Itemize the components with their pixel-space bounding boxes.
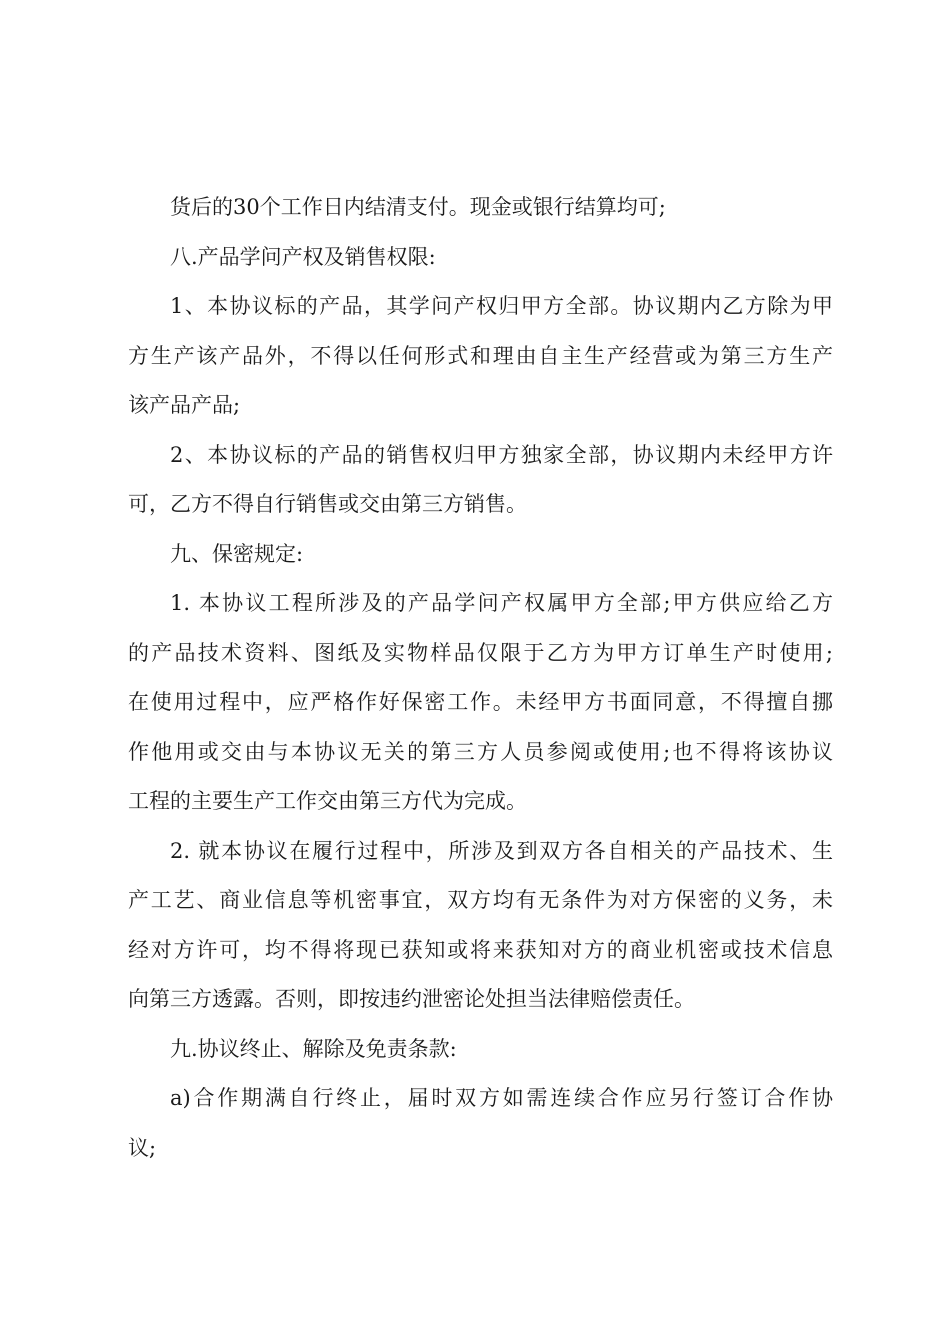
text-line: 该产品产品;	[128, 393, 241, 417]
text-line: 方生产该产品外，不得以任何形式和理由自主生产经营或为第三方生产	[128, 344, 833, 368]
text-line: 2. 就本协议在履行过程中，所涉及到双方各自相关的产品技术、生	[170, 839, 833, 863]
text-line: 货后的30个工作日内结清支付。现金或银行结算均可;	[170, 195, 666, 219]
text-line: 的产品技术资料、图纸及实物样品仅限于乙方为甲方订单生产时使用;	[128, 641, 833, 665]
text-line: 工程的主要生产工作交由第三方代为完成。	[128, 789, 527, 813]
text-line: a)合作期满自行终止，届时双方如需连续合作应另行签订合作协	[170, 1086, 833, 1110]
text-line: 经对方许可，均不得将现已获知或将来获知对方的商业机密或技术信息	[128, 938, 833, 962]
section-heading: 八.产品学问产权及销售权限:	[170, 245, 436, 269]
text-line: 在使用过程中，应严格作好保密工作。未经甲方书面同意，不得擅自挪	[128, 690, 833, 714]
text-line: 向第三方透露。否则，即按违约泄密论处担当法律赔偿责任。	[128, 987, 695, 1011]
text-line: 1. 本协议工程所涉及的产品学问产权属甲方全部;甲方供应给乙方	[170, 591, 833, 615]
text-line: 1、本协议标的产品，其学问产权归甲方全部。协议期内乙方除为甲	[170, 294, 833, 318]
section-heading: 九.协议终止、解除及免责条款:	[170, 1037, 457, 1061]
text-line: 可，乙方不得自行销售或交由第三方销售。	[128, 492, 527, 516]
section-heading: 九、保密规定:	[170, 542, 304, 566]
text-line: 2、本协议标的产品的销售权归甲方独家全部，协议期内未经甲方许	[170, 443, 833, 467]
text-line: 议;	[128, 1136, 157, 1160]
text-line: 作他用或交由与本协议无关的第三方人员参阅或使用;也不得将该协议	[128, 740, 833, 764]
text-line: 产工艺、商业信息等机密事宜，双方均有无条件为对方保密的义务，未	[128, 888, 833, 912]
